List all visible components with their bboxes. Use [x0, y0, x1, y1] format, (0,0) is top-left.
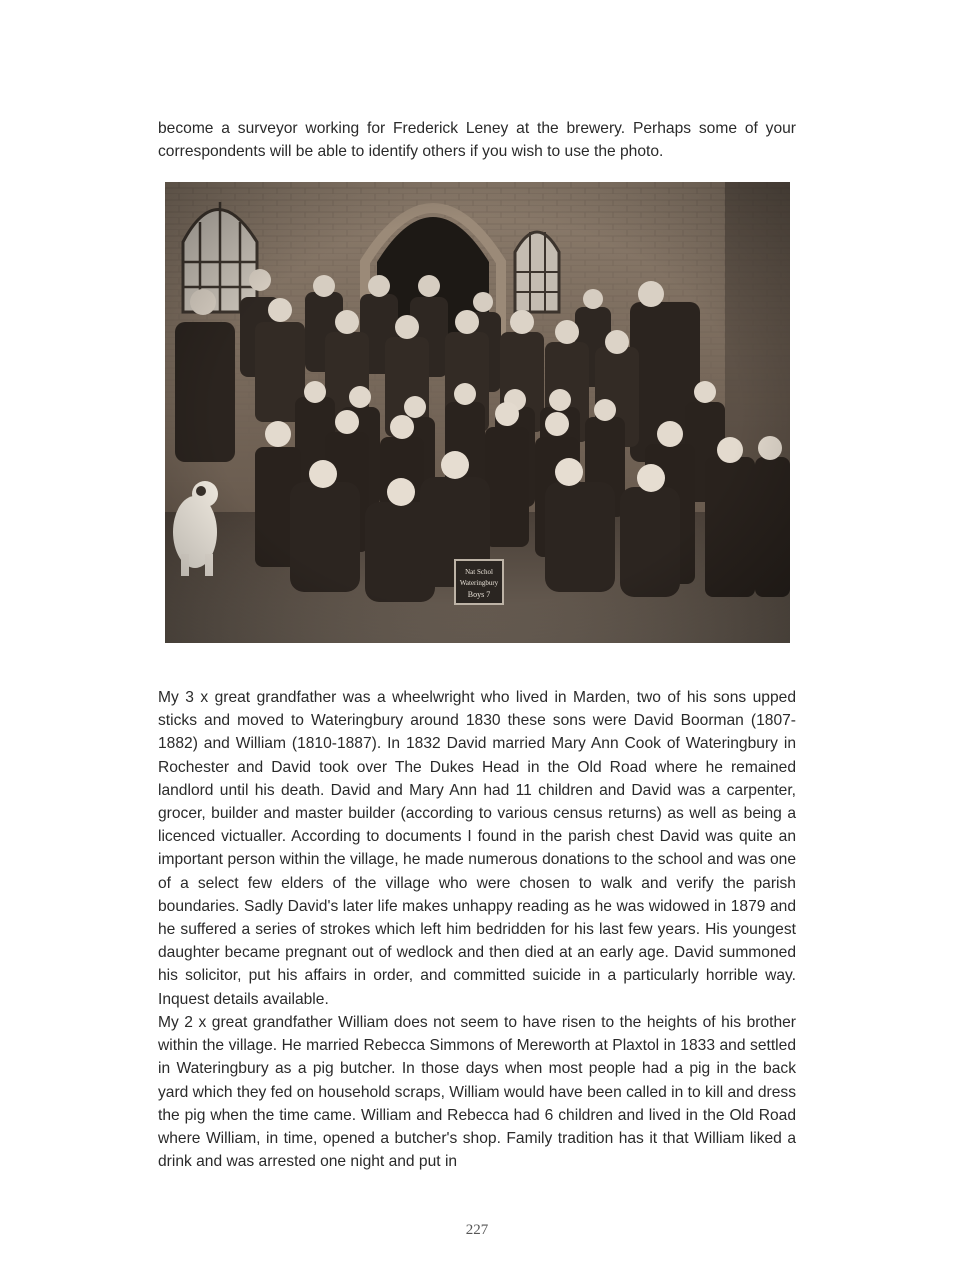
body-paragraph-david: My 3 x great grandfather was a wheelwright who lived in Marden, two of his sons upped sticks and moved to Wateringbury around 1830 these sons were David Boorman (1807-1882) and William (1810-1887). In 1832 David married Mary Ann Cook of Wateringbury in Rochester and David took over The Dukes Head in the Old Road where he remained landlord until his death. David and Mary Ann had 11 children and David was a carpenter, grocer, builder and master builder (according to various census returns) as well as being a licenced victualler. According to documents I found in the parish chest David was quite an important person within the village, he made numerous donations to the school and was one of a select few elders of the village who were chosen to walk and verify the parish boundaries. Sadly David's later life makes unhappy reading as he was widowed in 1879 and he suffered a series of strokes which left him bedridden for his last few years. His youngest daughter became pregnant out of wedlock and then died at an early age. David summoned his solicitor, put his affairs in order, and committed suicide in a particularly horrible way. Inquest details available.: [158, 689, 796, 1008]
body-paragraph-william: My 2 x great grandfather William does not seem to have risen to the heights of his brother within the village. He married Rebecca Simmons of Mereworth at Plaxtol in 1833 and settled in Wateringbury as a pig butcher. In those days when most people had a pig in the back yard which they fed on household scraps, William would have been called in to kill and dress the pig when the time came. William and Rebecca had 6 children and lived in the Old Road where William, in time, opened a butcher's shop. Family tradition has it that William liked a drink and was arrested one night and put in: [158, 1014, 796, 1171]
intro-paragraph: become a surveyor working for Frederick Leney at the brewery. Perhaps some of your correspondents will be able to identify others if you wish to use the photo.: [158, 120, 796, 161]
page-number: 227: [465, 1222, 489, 1238]
school-class-photograph: [165, 182, 790, 643]
photo-illustration: [165, 182, 790, 643]
